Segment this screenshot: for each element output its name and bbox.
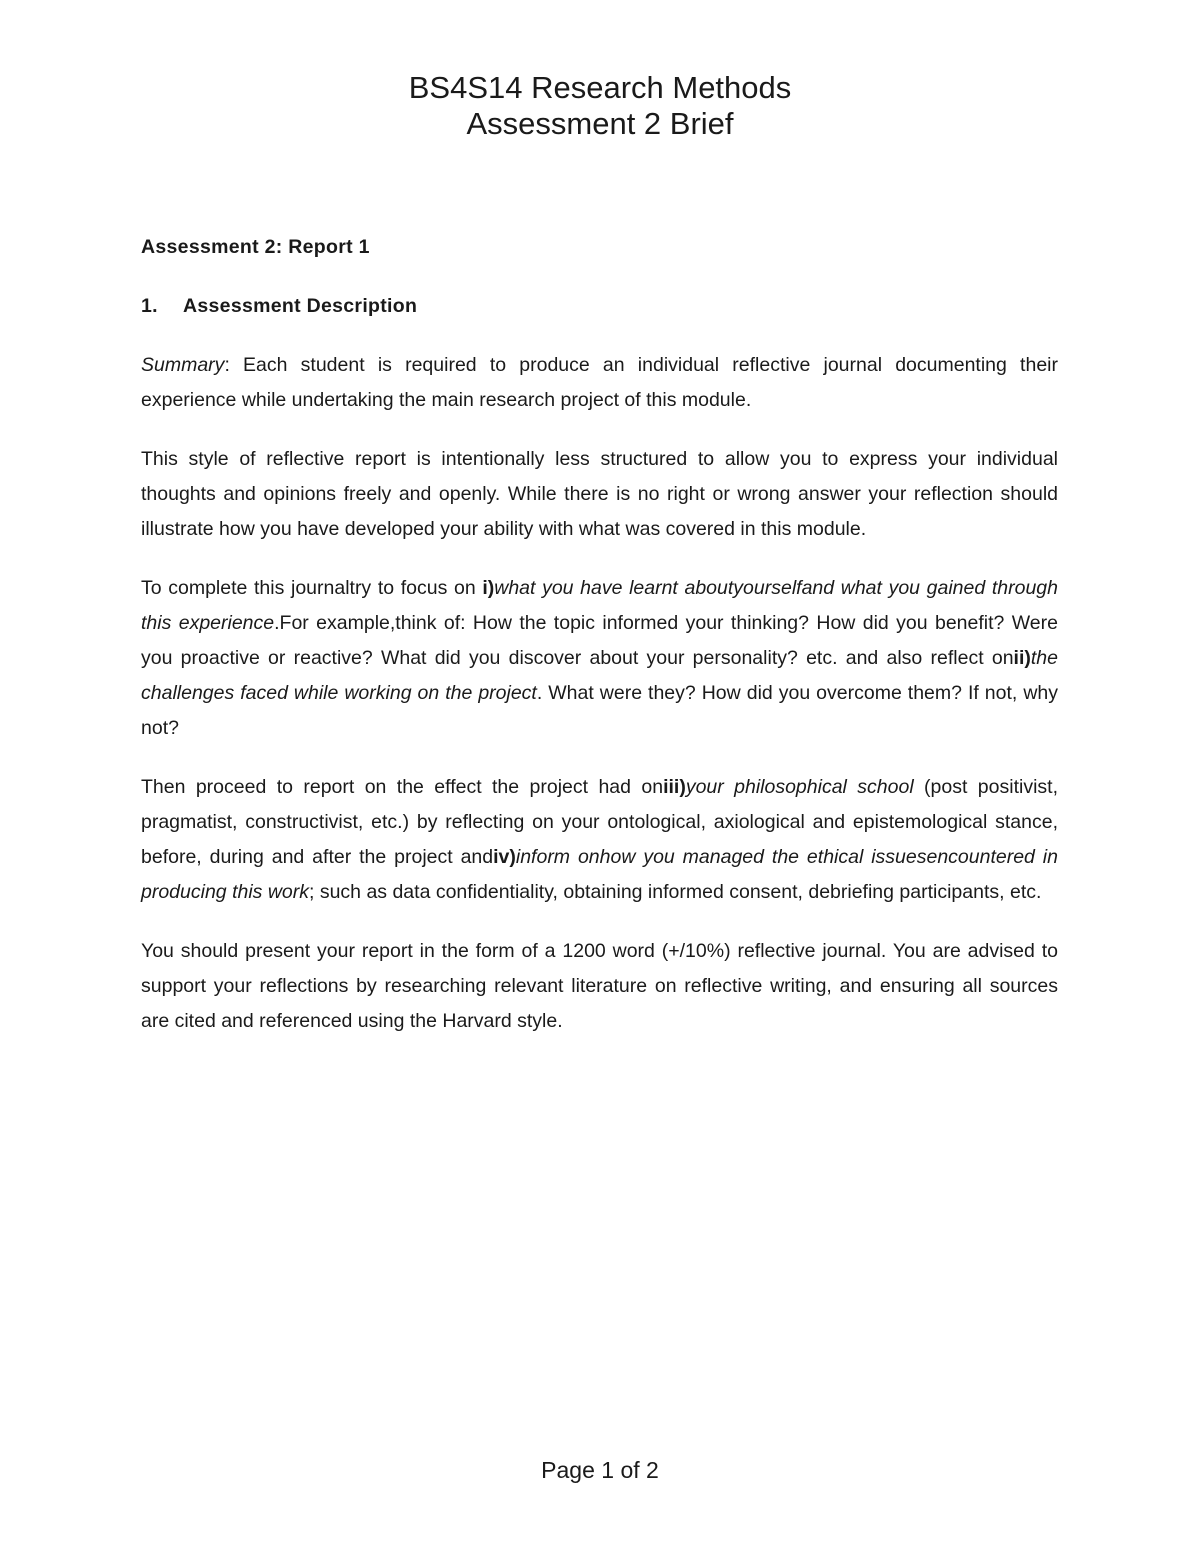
complete-text-2: .For example,think of: How the topic informed your thinking? How did you benefit? Were you proactive or reactive? What did you discover about your personality? etc. and also reflect on — [141, 612, 1058, 669]
marker-ii: ii) — [1013, 647, 1031, 669]
complete-emphasis-1: what you have learnt aboutyourselfand what you gained through this experience — [141, 577, 1058, 634]
page-number-label: Page 1 of 2 — [541, 1457, 659, 1483]
summary-paragraph — [141, 348, 1058, 418]
then-emphasis-1: your philosophical school — [685, 776, 914, 798]
then-paragraph — [141, 770, 1058, 910]
style-paragraph: This style of reflective report is intentionally less structured to allow you to express your individual thoughts and opinions freely and openly. While there is no right or wrong answer your reflection should illustrate how you have developed your ability with what was covered in this module. — [141, 448, 1058, 540]
section-title: Assessment Description — [183, 295, 418, 317]
section-heading — [141, 289, 1058, 324]
then-text-1: Then proceed to report on the effect the project had on — [141, 776, 664, 798]
marker-i: i) — [482, 577, 495, 599]
marker-iv: iv) — [493, 846, 516, 868]
then-text-3: ; such as data confidentiality, obtaining informed consent, debriefing participants, etc. — [309, 881, 1042, 903]
summary-text: : Each student is required to produce an individual reflective journal documenting their experience while undertaking the main research project of this module. — [141, 354, 1058, 411]
document-subtitle: Assessment 2 Brief — [466, 106, 734, 141]
summary-label: Summary — [141, 354, 225, 376]
complete-emphasis-2: the challenges faced while working on the project — [141, 647, 1058, 704]
document-title-block — [0, 70, 1200, 142]
marker-iii: iii) — [663, 776, 686, 798]
page-footer — [0, 1455, 1200, 1485]
then-emphasis-2: inform onhow you managed the ethical issuesencountered in producing this work — [141, 846, 1058, 903]
complete-paragraph — [141, 571, 1058, 746]
document-title: BS4S14 Research Methods — [408, 70, 792, 105]
complete-text-3: . What were they? How did you overcome them? If not, why not? — [141, 682, 1058, 739]
report-heading: Assessment 2: Report 1 — [141, 236, 370, 258]
complete-text-1: To complete this journaltry to focus on — [141, 577, 483, 599]
document-body — [141, 230, 1058, 1063]
present-paragraph: You should present your report in the form of a 1200 word (+/10%) reflective journal. You are advised to support your reflections by researching relevant literature on reflective writing, and ensuring all sources are cited and referenced using the Harvard style. — [141, 940, 1058, 1032]
then-text-2: (post positivist, pragmatist, constructivist, etc.) by reflecting on your ontological, axiological and epistemological stance, before, during and after the project and — [141, 776, 1058, 868]
section-number: 1. — [141, 295, 158, 317]
